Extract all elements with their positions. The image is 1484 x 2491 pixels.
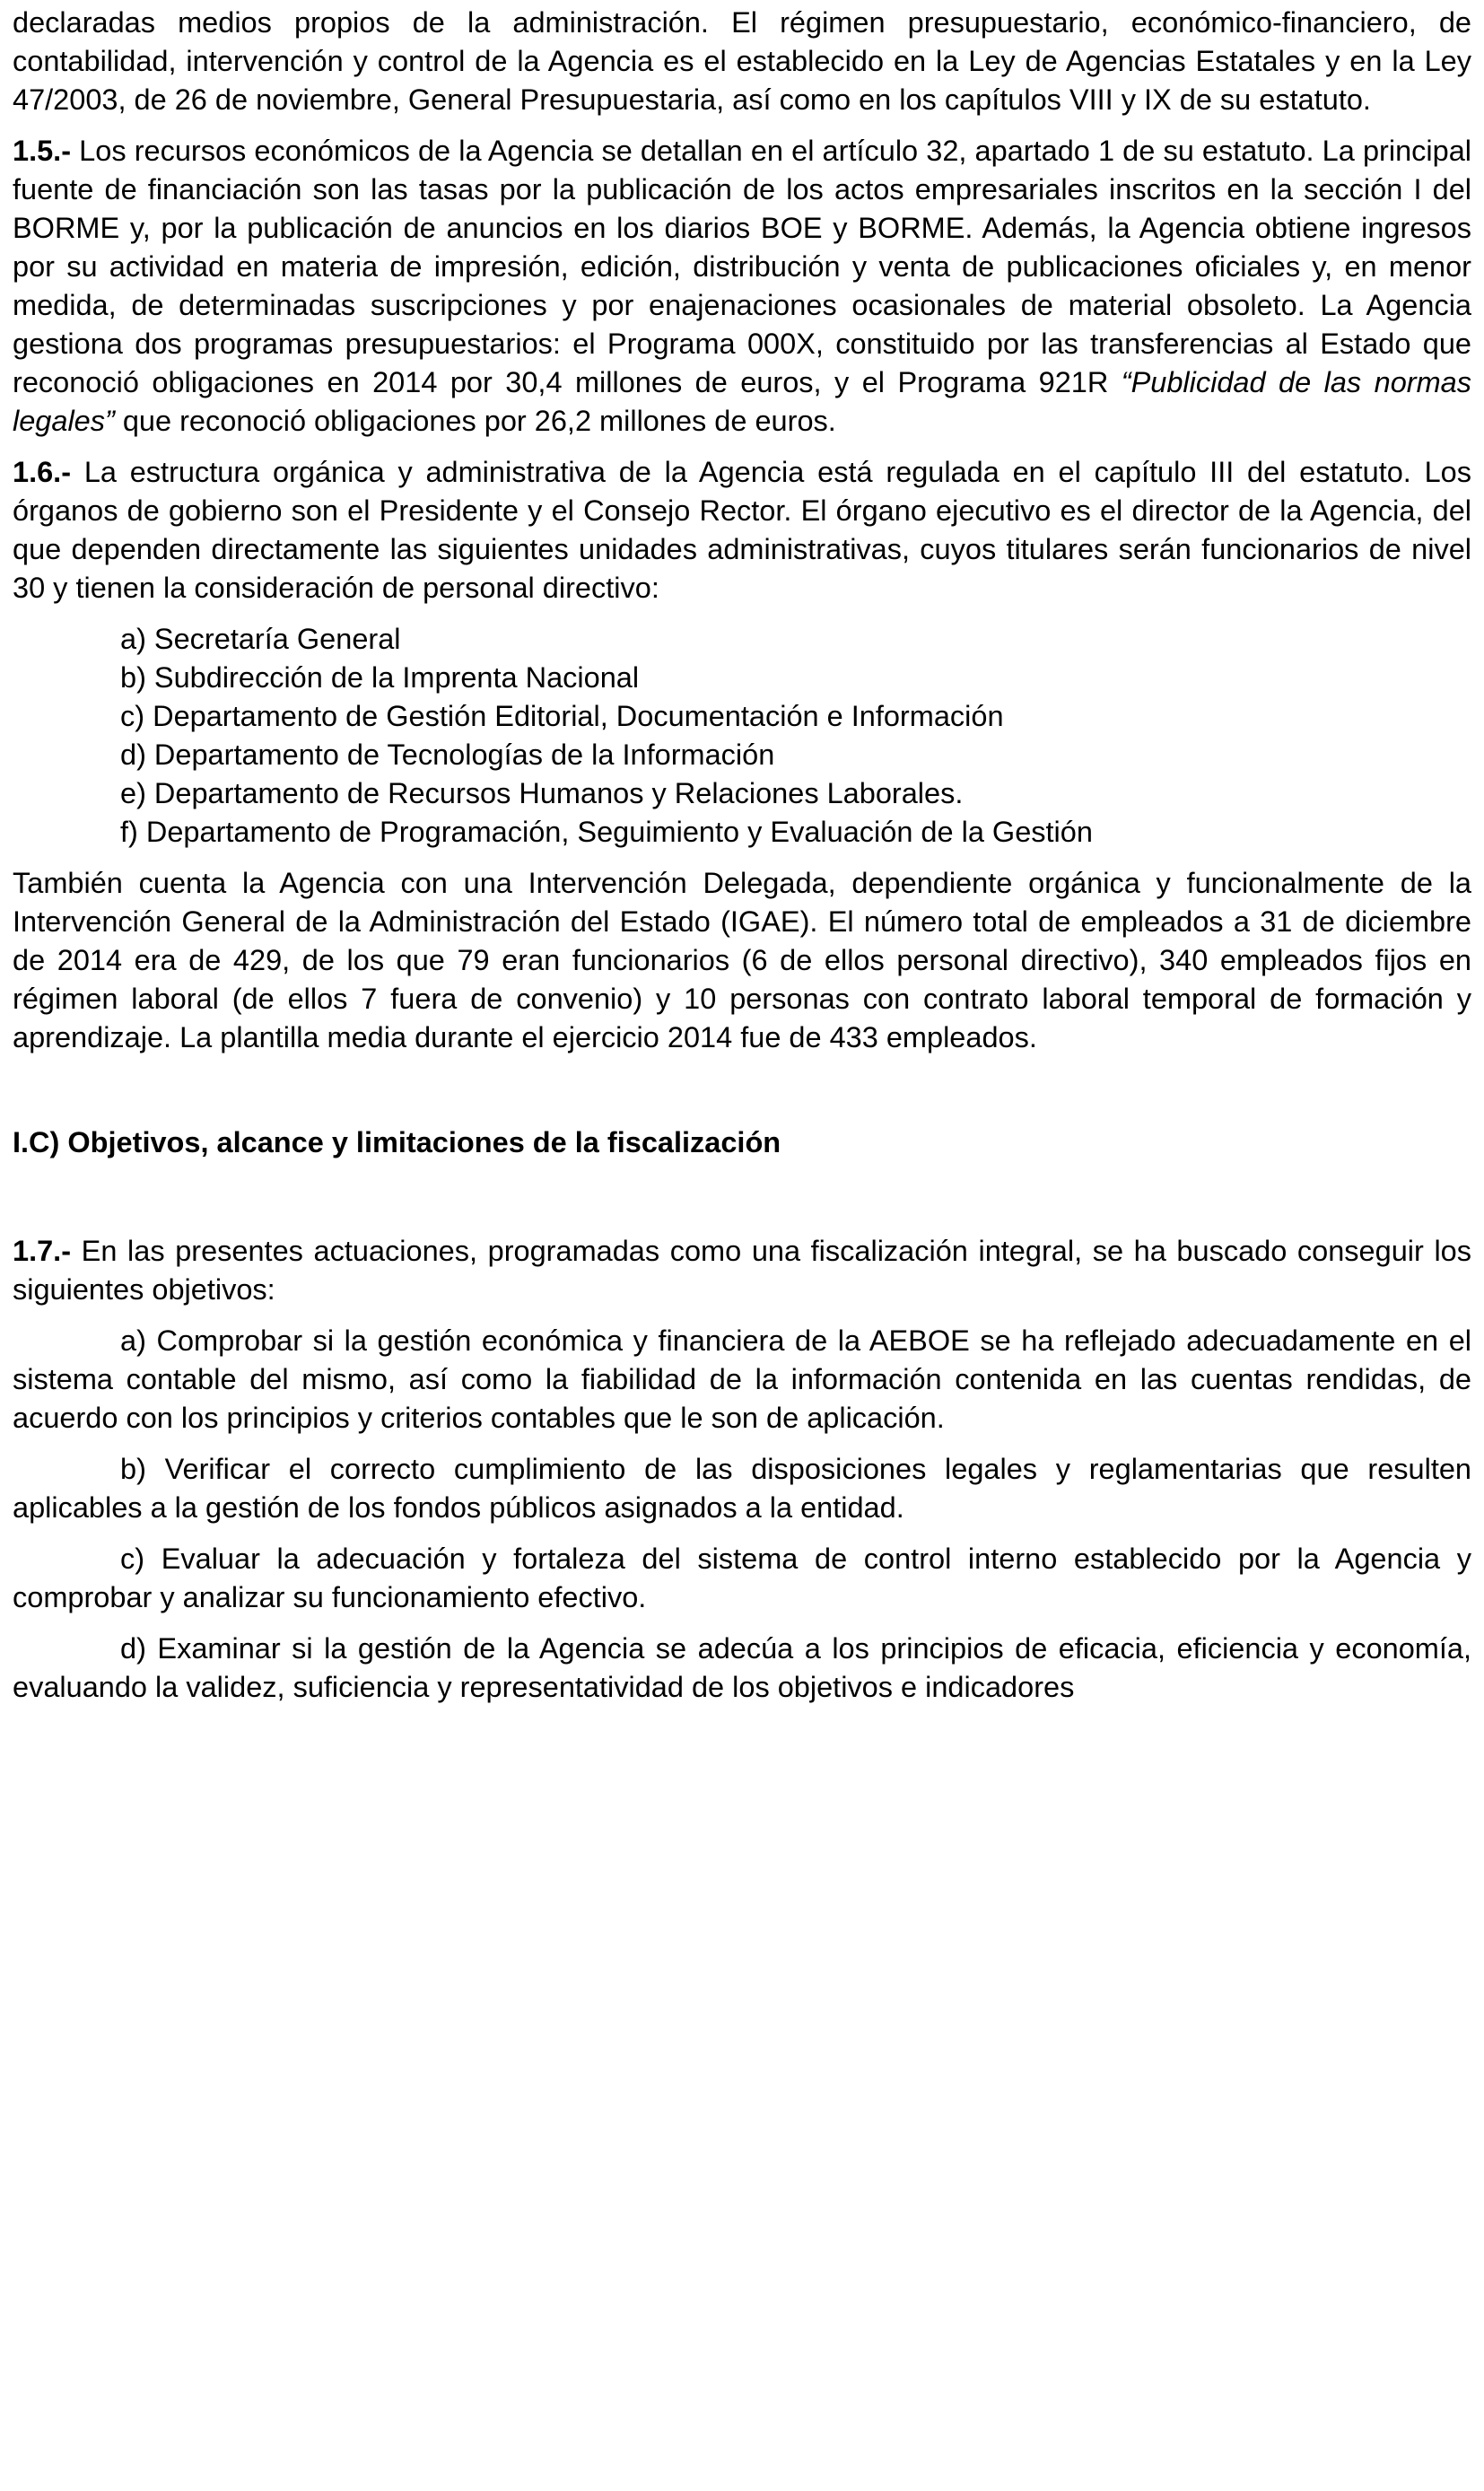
paragraph-text: Los recursos económicos de la Agencia se detallan en el artículo 32, apartado 1 de su estatuto. La principal fuente de financiación son las tasas por la publicación de los actos empresariales inscritos en la sección I del BORME y, por la publicación de anuncios en los diarios BOE y BORME. Además, la Agencia obtiene ingresos por su actividad en materia de impresión, edición, distribución y venta de publicaciones oficiales y, en menor medida, de determinadas suscripciones y por enajenaciones ocasionales de material obsoleto. La Agencia gestiona dos programas presupuestarios: el Programa 000X, constituido por las transferencias al Estado que reconoció obligaciones en 2014 por 30,4 millones de euros, y el Programa 921R xyxy=(13,135,1471,398)
objective-a: a) Comprobar si la gestión económica y financiera de la AEBOE se ha reflejado adecuadamente en el sistema contable del mismo, así como la fiabilidad de la información contenida en las cuentas rendidas, de acuerdo con los principios y criterios contables que le son de aplicación. xyxy=(13,1324,1471,1434)
list-item: e) Departamento de Recursos Humanos y Relaciones Laborales. xyxy=(120,777,964,809)
list-item: f) Departamento de Programación, Seguimiento y Evaluación de la Gestión xyxy=(120,816,1093,848)
program-name: “Publicidad de las normas legales” xyxy=(13,366,1471,437)
section-heading: I.C) Objetivos, alcance y limitaciones de la fiscalización xyxy=(13,1126,781,1158)
objective-d: d) Examinar si la gestión de la Agencia se adecúa a los principios de eficacia, eficiencia y economía, evaluando la validez, suficiencia y representatividad de los objetivos e indicadores xyxy=(13,1632,1471,1703)
list-item: b) Subdirección de la Imprenta Nacional xyxy=(120,661,640,694)
paragraph-number: 1.6.- xyxy=(13,456,72,488)
list-item: d) Departamento de Tecnologías de la Información xyxy=(120,739,775,771)
objective-c: c) Evaluar la adecuación y fortaleza del sistema de control interno establecido por la Agencia y comprobar y analizar su funcionamiento efectivo. xyxy=(13,1543,1471,1613)
objective-b: b) Verificar el correcto cumplimiento de las disposiciones legales y reglamentarias que resulten aplicables a la gestión de los fondos públicos asignados a la entidad. xyxy=(13,1453,1471,1524)
paragraph-intro: declaradas medios propios de la administración. El régimen presupuestario, económico-financiero, de contabilidad, intervención y control de la Agencia es el establecido en la Ley de Agencias Estatales y en la Ley 47/2003, de 26 de noviembre, General Presupuestaria, así como en los capítulos VIII y IX de su estatuto. xyxy=(13,6,1471,116)
paragraph-staff: También cuenta la Agencia con una Intervención Delegada, dependiente orgánica y funcionalmente de la Intervención General de la Administración del Estado (IGAE). El número total de empleados a 31 de diciembre de 2014 era de 429, de los que 79 eran funcionarios (6 de ellos personal directivo), 340 empleados fijos en régimen laboral (de ellos 7 fuera de convenio) y 10 personas con contrato laboral temporal de formación y aprendizaje. La plantilla media durante el ejercicio 2014 fue de 433 empleados. xyxy=(13,867,1471,1053)
paragraph-text: que reconoció obligaciones por 26,2 millones de euros. xyxy=(114,405,836,437)
paragraph-1-7 xyxy=(13,1232,1471,1309)
paragraph-1-5 xyxy=(13,132,1471,441)
list-item: a) Secretaría General xyxy=(120,623,401,655)
paragraph-text: La estructura orgánica y administrativa de la Agencia está regulada en el capítulo III del estatuto. Los órganos de gobierno son el Presidente y el Consejo Rector. El órgano ejecutivo es el director de la Agencia, del que dependen directamente las siguientes unidades administrativas, cuyos titulares serán funcionarios de nivel 30 y tienen la consideración de personal directivo: xyxy=(13,456,1471,604)
administrative-units-list xyxy=(120,620,1471,852)
paragraph-1-6 xyxy=(13,453,1471,607)
paragraph-text: En las presentes actuaciones, programadas como una fiscalización integral, se ha buscado conseguir los siguientes objetivos: xyxy=(13,1235,1471,1306)
list-item: c) Departamento de Gestión Editorial, Documentación e Información xyxy=(120,700,1004,732)
paragraph-number: 1.7.- xyxy=(13,1235,72,1267)
paragraph-number: 1.5.- xyxy=(13,135,72,167)
document-page xyxy=(13,4,1471,1719)
